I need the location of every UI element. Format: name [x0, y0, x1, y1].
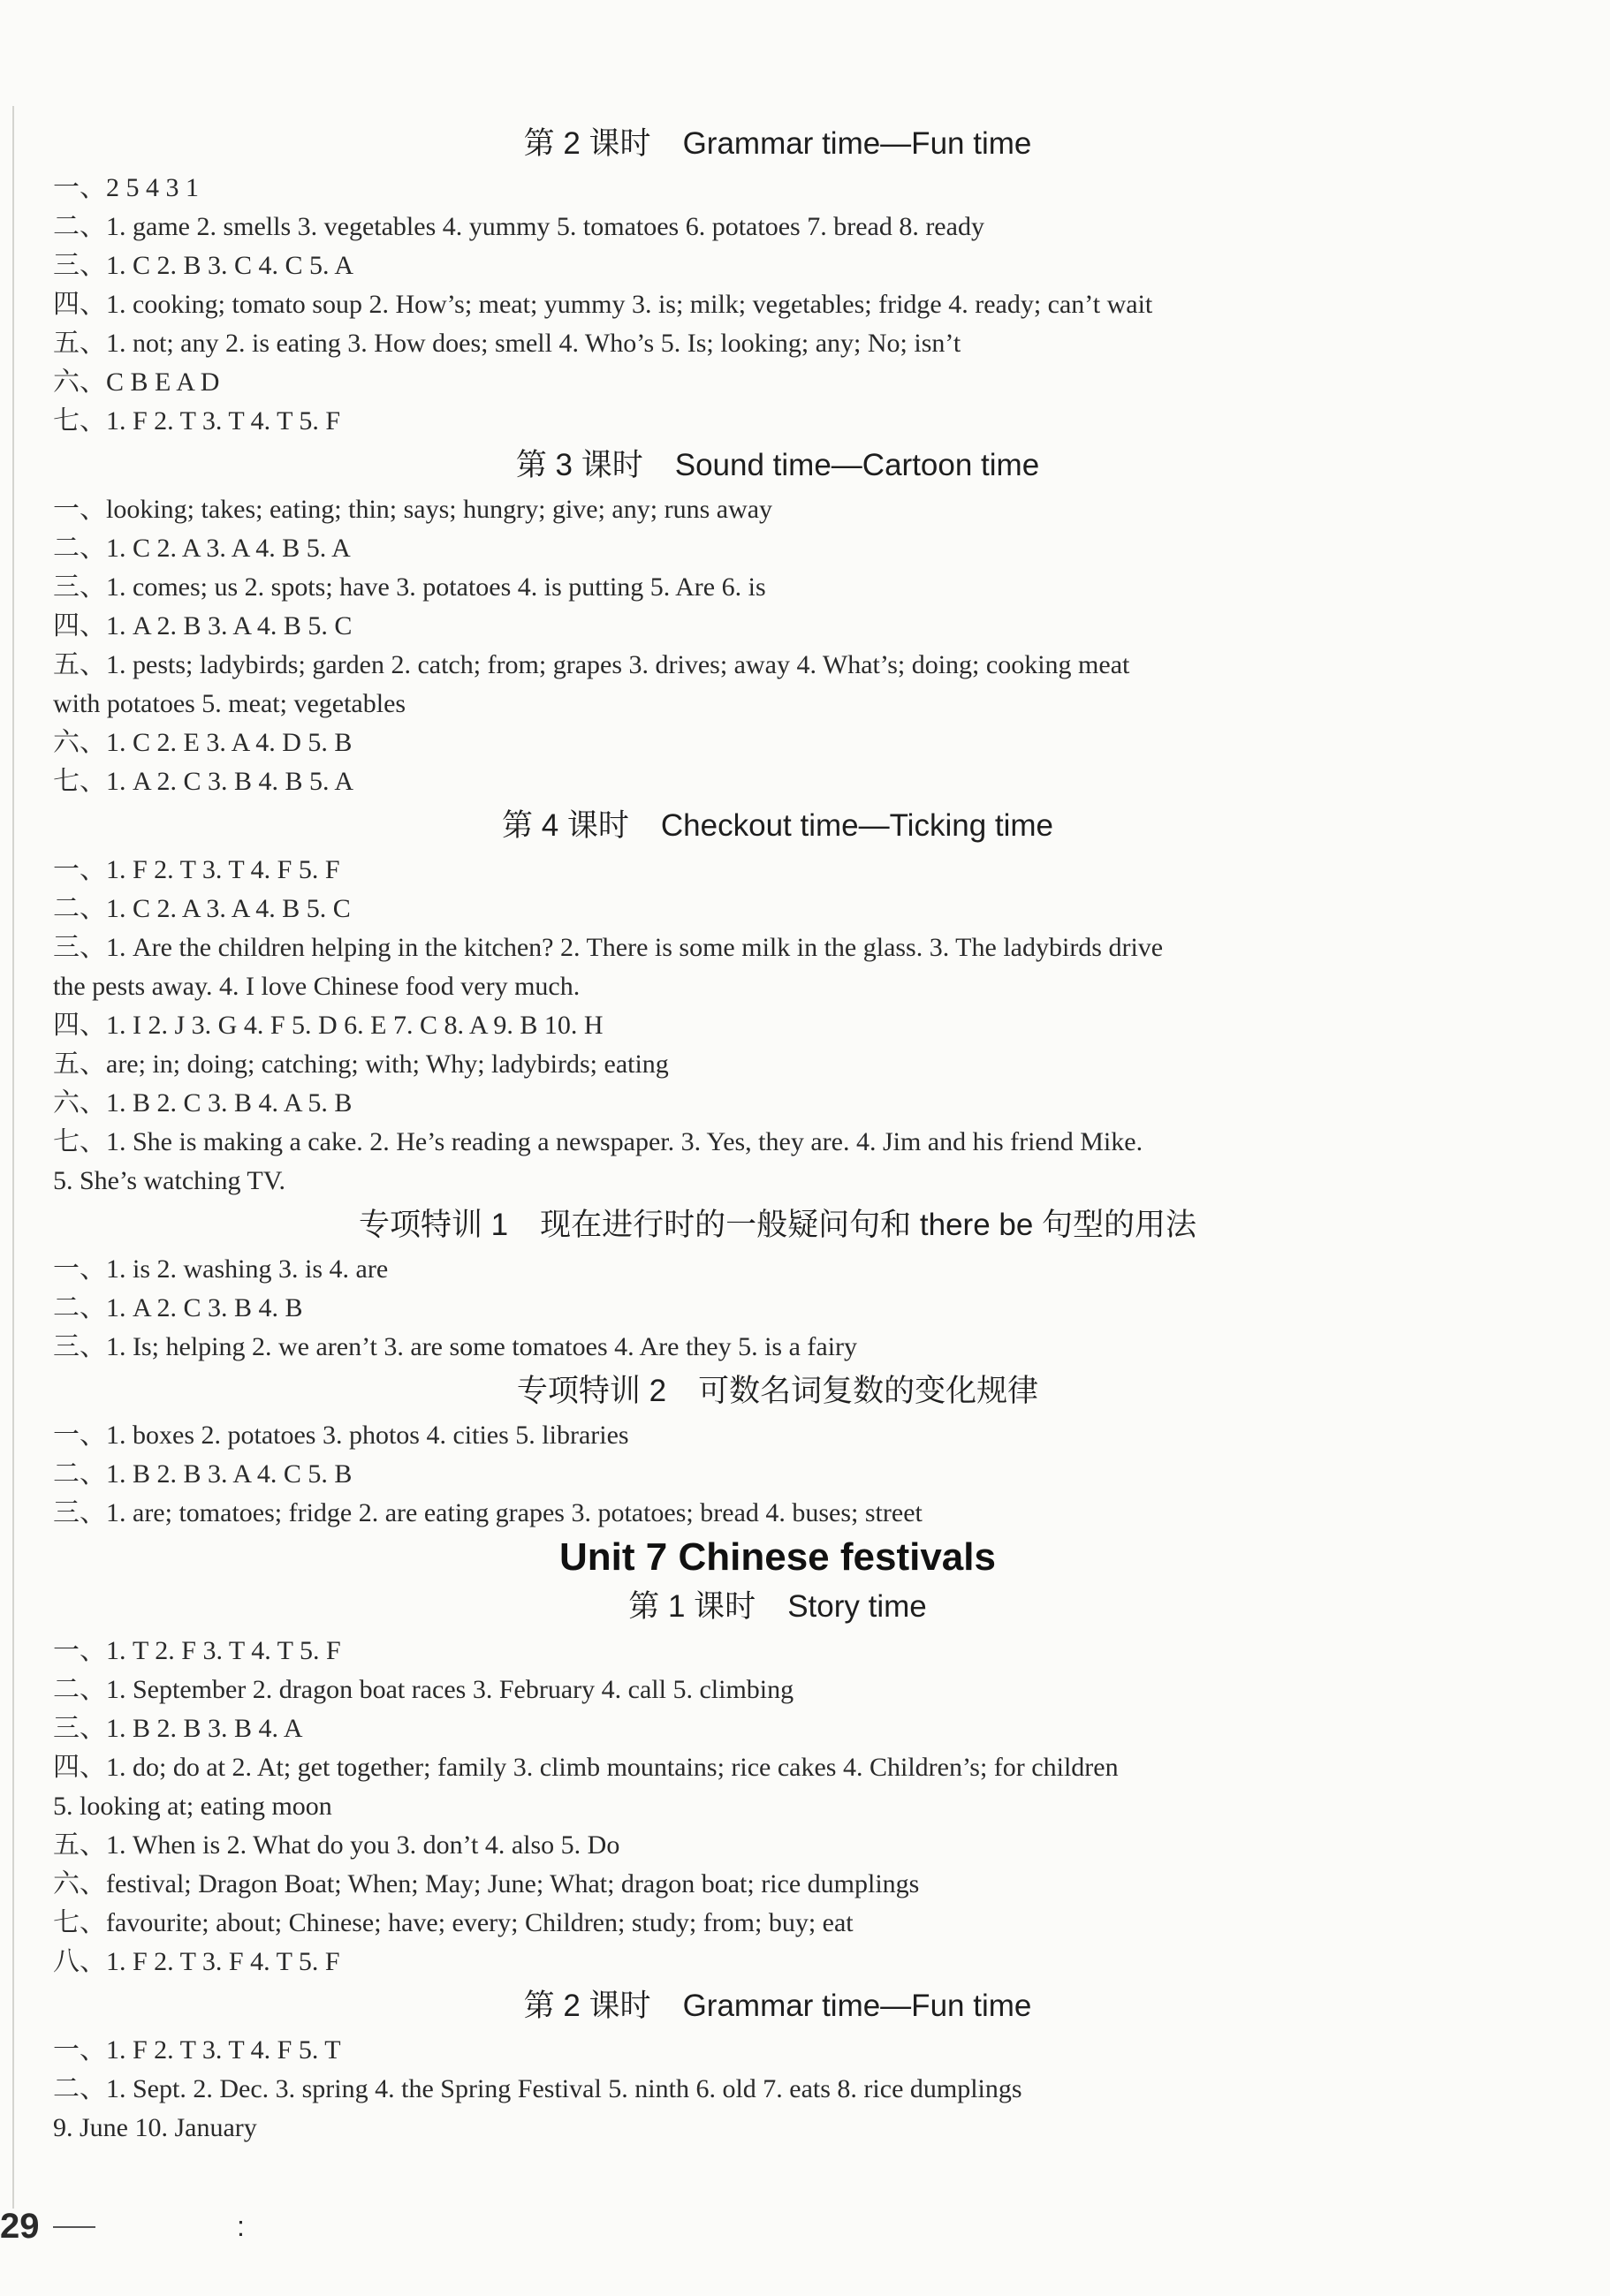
lesson-heading: 第 3 课时 Sound time—Cartoon time: [515, 448, 1040, 482]
answer-line: 五、1. pests; ladybirds; garden 2. catch; from; grapes 3. drives; away 4. What’s; doing; cooking meat: [53, 650, 1130, 679]
answer-content: [53, 119, 1502, 2148]
special-training-heading: 专项特训 2 可数名词复数的变化规律: [516, 1374, 1039, 1408]
footer-mark: :: [237, 2210, 245, 2242]
answer-line: 三、1. C 2. B 3. C 4. C 5. A: [53, 251, 354, 280]
answer-line: 二、1. Sept. 2. Dec. 3. spring 4. the Spring Festival 5. ninth 6. old 7. eats 8. rice dumplings: [53, 2074, 1022, 2103]
answer-line: 七、favourite; about; Chinese; have; every; Children; study; from; buy; eat: [53, 1908, 854, 1937]
answer-line: 二、1. A 2. C 3. B 4. B: [53, 1293, 303, 1322]
answer-line: 五、1. not; any 2. is eating 3. How does; smell 4. Who’s 5. Is; looking; any; No; isn’t: [53, 329, 961, 358]
answer-line: 七、1. F 2. T 3. T 4. T 5. F: [53, 406, 341, 436]
unit-title: Unit 7 Chinese festivals: [559, 1535, 996, 1579]
answer-line: 一、looking; takes; eating; thin; says; hungry; give; any; runs away: [53, 495, 773, 524]
answer-line: 三、1. comes; us 2. spots; have 3. potatoes 4. is putting 5. Are 6. is: [53, 572, 766, 602]
answer-line: 一、1. T 2. F 3. T 4. T 5. F: [53, 1636, 341, 1665]
lesson-heading: 第 1 课时 Story time: [628, 1589, 927, 1624]
answer-line: 二、1. C 2. A 3. A 4. B 5. A: [53, 534, 351, 563]
answer-line: 四、1. cooking; tomato soup 2. How’s; meat; yummy 3. is; milk; vegetables; fridge 4. ready; can’t wait: [53, 290, 1153, 319]
answer-line: 9. June 10. January: [53, 2113, 257, 2142]
answer-line: 四、1. I 2. J 3. G 4. F 5. D 6. E 7. C 8. A 9. B 10. H: [53, 1011, 604, 1040]
answer-line: 六、1. C 2. E 3. A 4. D 5. B: [53, 728, 353, 757]
answer-line: 5. looking at; eating moon: [53, 1792, 332, 1821]
answer-line: 六、festival; Dragon Boat; When; May; June; What; dragon boat; rice dumplings: [53, 1869, 920, 1898]
lesson-heading: 第 4 课时 Checkout time—Ticking time: [501, 808, 1054, 843]
answer-line: 5. She’s watching TV.: [53, 1166, 286, 1195]
special-training-heading: 专项特训 1 现在进行时的一般疑问句和 there be 句型的用法: [358, 1208, 1197, 1242]
answer-line: 六、C B E A D: [53, 368, 220, 397]
answer-line: 二、1. game 2. smells 3. vegetables 4. yummy 5. tomatoes 6. potatoes 7. bread 8. ready: [53, 212, 984, 241]
page-footer: [0, 2200, 353, 2253]
binding-rule: [12, 106, 14, 2209]
answer-line: 三、1. Are the children helping in the kitchen? 2. There is some milk in the glass. 3. The ladybirds drive: [53, 933, 1164, 962]
answer-line: 一、1. is 2. washing 3. is 4. are: [53, 1254, 389, 1284]
lesson-heading: 第 2 课时 Grammar time—Fun time: [523, 126, 1032, 161]
answer-line: 五、are; in; doing; catching; with; Why; ladybirds; eating: [53, 1049, 669, 1079]
answer-line: 六、1. B 2. C 3. B 4. A 5. B: [53, 1088, 353, 1118]
answer-line: 一、2 5 4 3 1: [53, 173, 199, 202]
answer-line: 四、1. A 2. B 3. A 4. B 5. C: [53, 611, 353, 640]
answer-line: 一、1. F 2. T 3. T 4. F 5. T: [53, 2035, 341, 2065]
answer-line: 三、1. Is; helping 2. we aren’t 3. are some tomatoes 4. Are they 5. is a fairy: [53, 1332, 858, 1361]
answer-line: 二、1. B 2. B 3. A 4. C 5. B: [53, 1459, 353, 1489]
answer-line: 七、1. A 2. C 3. B 4. B 5. A: [53, 767, 354, 796]
answer-line: 二、1. September 2. dragon boat races 3. February 4. call 5. climbing: [53, 1675, 794, 1704]
answer-line: 一、1. boxes 2. potatoes 3. photos 4. cities 5. libraries: [53, 1421, 629, 1450]
answer-line: 八、1. F 2. T 3. F 4. T 5. F: [53, 1947, 340, 1976]
answer-line: 五、1. When is 2. What do you 3. don’t 4. also 5. Do: [53, 1830, 620, 1860]
answer-line: 三、1. are; tomatoes; fridge 2. are eating grapes 3. potatoes; bread 4. buses; street: [53, 1498, 923, 1527]
answer-line: the pests away. 4. I love Chinese food very much.: [53, 972, 581, 1001]
answer-line: 三、1. B 2. B 3. B 4. A: [53, 1714, 303, 1743]
answer-line: 二、1. C 2. A 3. A 4. B 5. C: [53, 894, 351, 923]
lesson-heading: 第 2 课时 Grammar time—Fun time: [523, 1989, 1032, 2023]
answer-line: with potatoes 5. meat; vegetables: [53, 689, 406, 718]
answer-line: 一、1. F 2. T 3. T 4. F 5. F: [53, 855, 340, 884]
answer-line: 七、1. She is making a cake. 2. He’s reading a newspaper. 3. Yes, they are. 4. Jim and his friend Mike.: [53, 1127, 1143, 1156]
answer-line: 四、1. do; do at 2. At; get together; family 3. climb mountains; rice cakes 4. Children’s; for children: [53, 1753, 1119, 1782]
page-number: 29: [0, 2207, 40, 2246]
footer-rule: [53, 2226, 95, 2228]
